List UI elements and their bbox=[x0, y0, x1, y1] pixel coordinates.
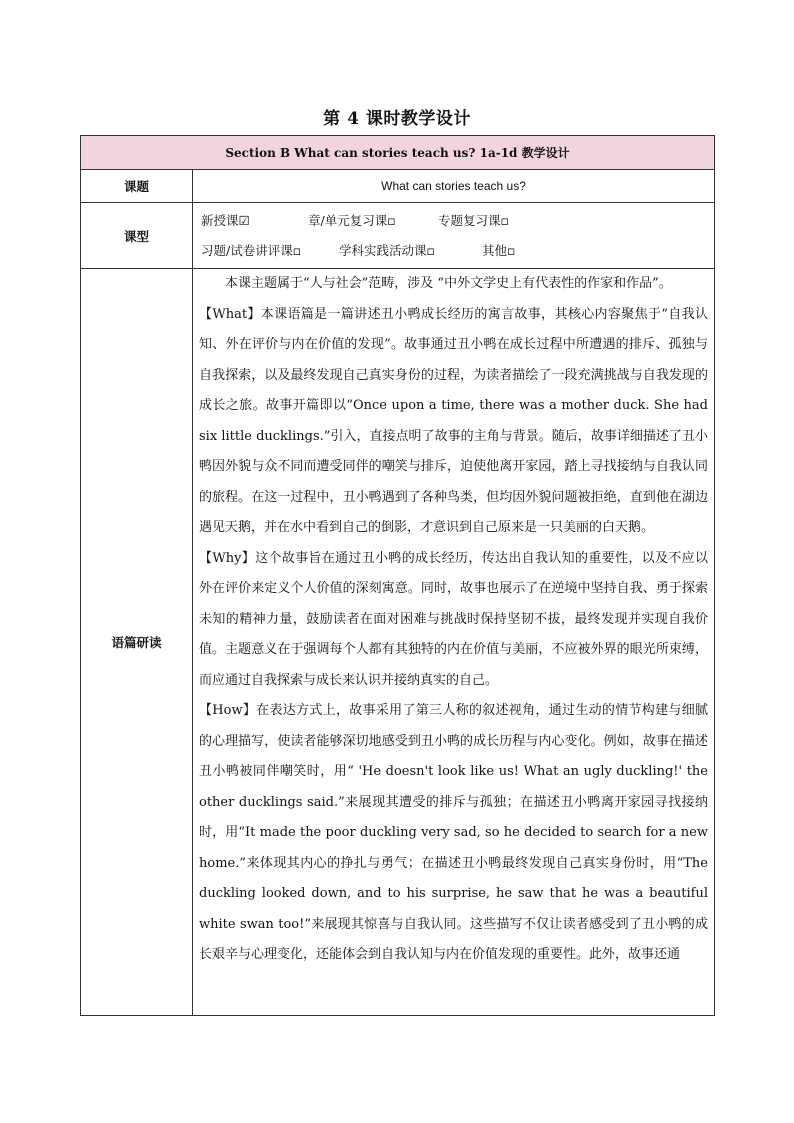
lesson-design-table bbox=[80, 135, 715, 1016]
table-header-row bbox=[81, 136, 715, 170]
lesson-type-option[interactable]: 章/单元复习课▫ bbox=[308, 213, 396, 228]
topic-row bbox=[81, 170, 715, 203]
lesson-type-option[interactable]: 新授课☑ bbox=[201, 213, 250, 228]
text-study-intro: 本课主题属于“人与社会”范畴，涉及 “中外文学史上有代表性的作家和作品”。 bbox=[225, 276, 672, 291]
lesson-type-option[interactable]: 习题/试卷讲评课▫ bbox=[201, 243, 302, 258]
text-study-row bbox=[81, 269, 715, 1016]
lesson-type-line-2 bbox=[201, 235, 714, 265]
lesson-type-label: 课型 bbox=[81, 203, 193, 269]
lesson-type-line-1 bbox=[201, 205, 714, 235]
text-study-how: 【How】在表达方式上，故事采用了第三人称的叙述视角，通过生动的情节构建与细腻的心理描写，使读者能够深切地感受到丑小鸭的成长历程与内心变化。例如，故事在描述丑小鸭被同伴嘲笑时，用“ 'He doesn't look like us! What an ugly duckling!' the other ducklings said.”来展现其遭受的排斥与孤独；在描述丑小鸭离开家园寻找接纳时，用“It made the poor duckling very sad, so he decided to search for a new home.”来体现其内心的挣扎与勇气；在描述丑小鸭最终发现自己真实身份时，用“The duckling looked down, and to his surprise, he saw that he was a beautiful white swan too!”来展现其惊喜与自我认同。这些描写不仅让读者感受到了丑小鸭的成长艰辛与心理变化，还能体会到自我认知与内在价值发现的重要性。此外，故事还通 bbox=[199, 703, 708, 962]
lesson-type-options bbox=[193, 203, 715, 269]
table-header: Section B What can stories teach us? 1a-1d 教学设计 bbox=[81, 136, 715, 170]
topic-label: 课题 bbox=[81, 170, 193, 203]
lesson-type-option[interactable]: 其他▫ bbox=[482, 243, 516, 258]
text-study-label: 语篇研读 bbox=[81, 269, 193, 1016]
lesson-type-row bbox=[81, 203, 715, 269]
text-study-why: 【Why】这个故事旨在通过丑小鸭的成长经历，传达出自我认知的重要性，以及不应以外在评价来定义个人价值的深刻寓意。同时，故事也展示了在逆境中坚持自我、勇于探索未知的精神力量，鼓励读者在面对困难与挑战时保持坚韧不拔，最终发现并实现自我价值。主题意义在于强调每个人都有其独特的内在价值与美丽，不应被外界的眼光所束缚，而应通过自我探索与成长来认识并接纳真实的自己。 bbox=[199, 550, 708, 688]
lesson-type-option[interactable]: 学科实践活动课▫ bbox=[339, 243, 435, 258]
topic-value: What can stories teach us? bbox=[193, 170, 715, 203]
text-study-content bbox=[193, 269, 715, 1016]
lesson-type-option[interactable]: 专题复习课▫ bbox=[438, 213, 509, 228]
document-title: 第 4 课时教学设计 bbox=[323, 109, 471, 129]
text-study-what: 【What】本课语篇是一篇讲述丑小鸭成长经历的寓言故事，其核心内容聚焦于“自我认知、外在评价与内在价值的发现”。故事通过丑小鸭在成长过程中所遭遇的排斥、孤独与自我探索，以及最终发现自己真实身份的过程，为读者描绘了一段充满挑战与自我发现的成长之旅。故事开篇即以“Once upon a time, there was a mother duck. She had six little ducklings.”引入，直接点明了故事的主角与背景。随后，故事详细描述了丑小鸭因外貌与众不同而遭受同伴的嘲笑与排斥，迫使他离开家园，踏上寻找接纳与自我认同的旅程。在这一过程中，丑小鸭遇到了各种鸟类，但均因外貌问题被拒绝，直到他在湖边遇见天鹅，并在水中看到自己的倒影，才意识到自己原来是一只美丽的白天鹅。 bbox=[199, 306, 708, 535]
